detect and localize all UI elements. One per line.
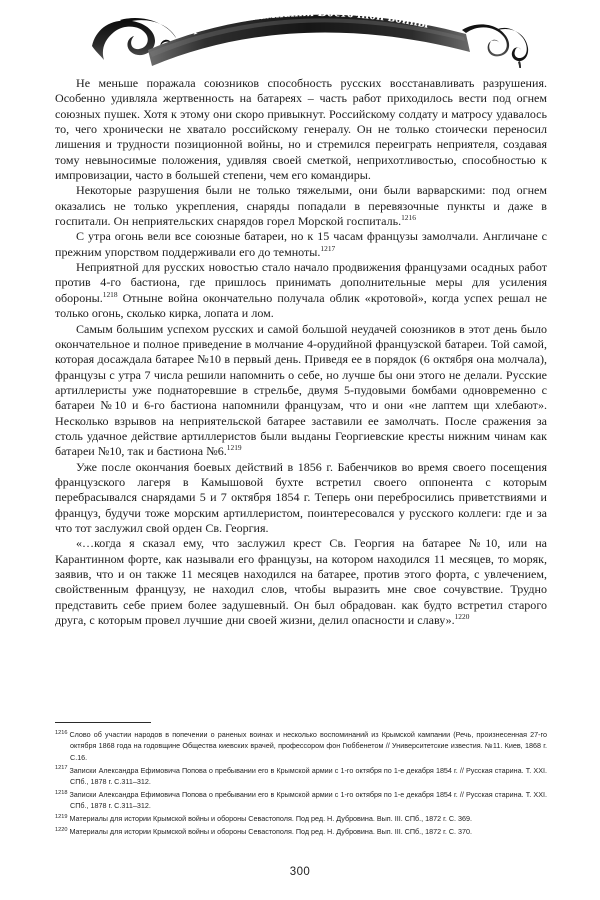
page-number: 300 xyxy=(289,866,311,878)
paragraph-7-quotation xyxy=(55,536,547,628)
paragraph-6-text: Уже после окончания боевых действий в 1856 г. Бабенчиков во время своего посещения французского лагеря в Камышовой бухте встретил своего оппонента с которым перебрасывался снарядами 5 и 7 октября 1854 г. Теперь они перебросились приветствиями и француз, будучи тоже морским артиллеристом, поинтересовался у русского коллеги: где и за что тот заслужил свой орден Св. Георгия. xyxy=(55,459,547,535)
running-head-title-text: Крымская кампания Восточной войны xyxy=(180,3,431,38)
running-head-banner xyxy=(0,0,600,68)
footnote-1216-number: 1216 xyxy=(55,729,68,736)
body-text-column xyxy=(55,76,547,628)
footnote-1218-number: 1218 xyxy=(55,789,68,796)
ribbon-right-tail xyxy=(462,24,528,68)
paragraph-2 xyxy=(55,183,547,229)
footnote-1216-text: Слово об участии народов в попечении о раненых воинах и несколько воспоминаний из Крымской кампании (Речь, произнесенная 27-го октября 1868 года на годовщине Общества киевских врачей, профессором фон Гюббенетом // Университетские известия. №11. Киев, 1868 г. С.16. xyxy=(69,730,547,762)
footnote-1219-number: 1219 xyxy=(55,813,68,820)
paragraph-1 xyxy=(55,76,547,183)
footnote-1219 xyxy=(55,813,547,824)
footnote-1217 xyxy=(55,765,547,788)
footnote-ref-1216[interactable]: 1216 xyxy=(401,213,416,223)
footnote-1218-text: Записки Александра Ефимовича Попова о пребывании его в Крымской армии с 1-го октября по 1-е декабря 1854 г. // Русская старина. Т. XXI. СПб., 1878 г. С.311–312. xyxy=(69,790,547,811)
paragraph-4-text-before: Неприятной для русских новостью стало начало продвижения французами осадных работ против 4-го бастиона, где пришлось принимать дополнительные меры для усиления обороны. xyxy=(55,260,547,305)
footnote-1220-number: 1220 xyxy=(55,826,68,833)
footnote-ref-1218[interactable]: 1218 xyxy=(102,289,118,299)
footnote-ref-1219[interactable]: 1219 xyxy=(226,443,242,453)
footnote-1219-text: Материалы для истории Крымской войны и обороны Севастополя. Под ред. Н. Дубровина. Вып. III. СПб., 1872 г. С. 369. xyxy=(69,814,473,824)
footnote-ref-1217[interactable]: 1217 xyxy=(320,243,336,253)
paragraph-7-text-before: «…когда я сказал ему, что заслужил крест Св. Георгия на батарее №10, или на Карантинном форте, как называли его французы, на котором находился 11 месяцев, то моряк, заявив, что и он также 11 месяцев находился на батарее, против этого форта, с увлечением, свойственным французу, не находил слов, чтобы выразить мне свое сочувствие. Трудно представить себе прием более задушевный. Он был обрадован. как будто встретил старого друга, с которым провел лучшие дни своей жизни, делил опасности и славу». xyxy=(55,536,547,628)
paragraph-1-text: Не меньше поражала союзников способность русских восстанавливать разрушения. Особенно удивляла жертвенность на батареях – часть работ приходилось вести под огнем союзных пушек. Хотя к этому они скоро привыкнут. Российскому солдату и матросу удавалось то, чего хронически не хватало российскому генералу. Он не только стоически переносил лишения и трудности позиционной войны, но и стремился переиграть неприятеля, создавая тому невыносимые положения, удивляя своей сметкой, неприхотливостью, способностью к импровизации, часто в большей степени, чем его командиры. xyxy=(55,76,547,183)
paragraph-2-text: Некоторые разрушения были не только тяжелыми, они были варварскими: под огнем оказались не только укрепления, снаряды попадали в перевязочные пункты и даже в госпитали. Он неприятельских снарядов горел Морской госпиталь. xyxy=(55,183,547,229)
footnote-1217-text: Записки Александра Ефимовича Попова о пребывании его в Крымской армии с 1-го октября по 1-е декабря 1854 г. // Русская старина. Т. XXI. СПб., 1878 г. С.311–312. xyxy=(69,765,547,787)
paragraph-4 xyxy=(55,260,547,321)
paragraph-6 xyxy=(55,460,547,537)
footnote-1216 xyxy=(55,729,547,763)
ribbon-graphic xyxy=(0,0,600,68)
footnote-1220-text: Материалы для истории Крымской войны и обороны Севастополя. Под ред. Н. Дубровина. Вып. III. СПб., 1872 г. С. 370. xyxy=(69,827,473,837)
footnote-separator-rule xyxy=(55,722,151,723)
paragraph-3-text: С утра огонь вели все союзные батареи, но к 15 часам французы замолчали. Англичане с прежним упорством поддерживали его до темноты. xyxy=(55,229,547,259)
paragraph-3 xyxy=(55,229,547,260)
footnote-1220 xyxy=(55,826,547,837)
paragraph-5-text-before: Самым большим успехом русских и самой большой неудачей союзников в этот день было окончательное и полное приведение в молчание 4-орудийной французской батареи. Той самой, которая досаждала батарее №10 в первый день. Приведя ее в порядок (6 октября она молчала), французы с утра 7 числа решили напомнить о себе, но лучше бы они этого не делали. Русские артиллеристы уже поднаторевшие в стрельбе, двумя 5-пудовыми бомбами одновременно с батареи №10 и 6-го бастиона напомнили французам, что и они «не лаптем щи хлебают». Несколько взрывов на неприятельской батарее заставили ее замолчать. После сражения за столь удачное действие артиллеристов были выданы Георгиевские кресты нижним чинам как батареи №10, так и бастиона №6. xyxy=(55,321,547,459)
paragraph-4-text-after: Отныне война окончательно получала облик «кротовой», когда успех решал не только огонь, сколько кирка, лопата и лом. xyxy=(55,290,547,321)
footnote-ref-1220[interactable]: 1220 xyxy=(454,612,470,622)
paragraph-5 xyxy=(55,322,547,460)
footnote-1218 xyxy=(55,789,547,812)
footnote-1217-number: 1217 xyxy=(55,765,68,772)
footnotes-section xyxy=(55,722,547,839)
